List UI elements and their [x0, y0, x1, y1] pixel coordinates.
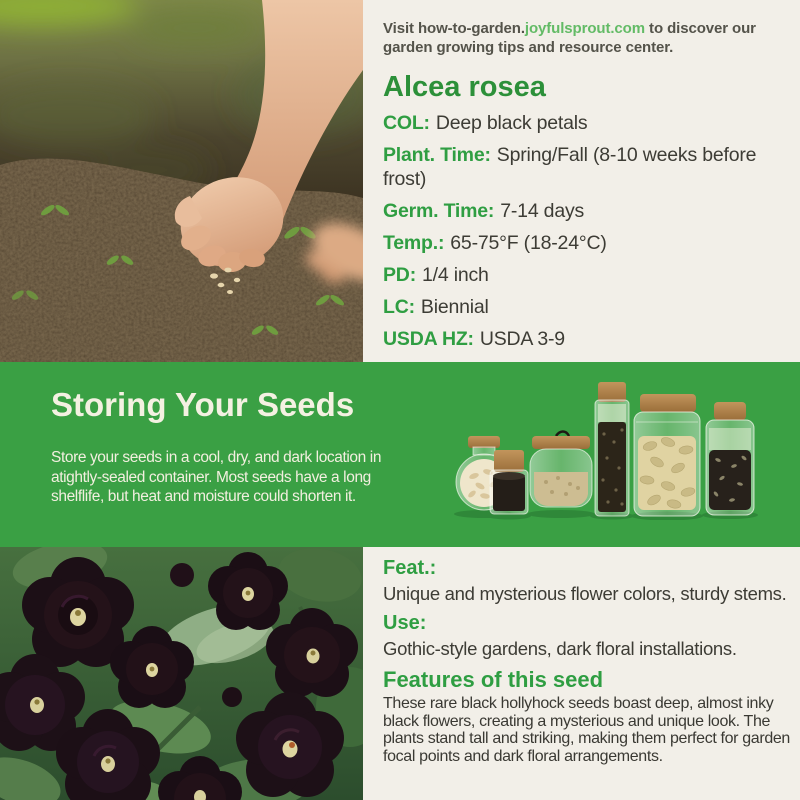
field-label: Temp.: [383, 232, 445, 254]
storing-seeds-band [0, 362, 800, 547]
seed-details-panel [383, 556, 797, 765]
visit-line [383, 20, 788, 57]
field-value: USDA 3-9 [479, 328, 565, 350]
jar-pumpkin-seeds [634, 394, 700, 516]
field-value: 1/4 inch [421, 264, 489, 286]
plant-title: Alcea rosea [383, 71, 546, 103]
field-plant-time [383, 143, 788, 191]
use-value: Gothic-style gardens, dark floral installations. [383, 638, 737, 659]
field-life-cycle [383, 295, 788, 319]
plant-info-panel [383, 20, 788, 359]
flowers-photo-illustration [0, 547, 363, 800]
field-label: PD: [383, 264, 416, 286]
field-label: COL: [383, 112, 430, 134]
field-value: 65-75°F (18-24°C) [450, 232, 607, 254]
field-value: Deep black petals [435, 112, 588, 134]
field-value: Spring/Fall (8-10 weeks before frost) [383, 144, 757, 190]
visit-suffix: to discover our garden growing tips and resource center. [383, 20, 756, 56]
use-label: Use: [383, 612, 427, 634]
seed-jars-photo [452, 380, 762, 525]
field-usda-zone [383, 327, 788, 351]
features-title: Features of this seed [383, 667, 604, 692]
jar-tan-seeds [530, 432, 592, 508]
jar-tall-dark-seeds [595, 382, 629, 516]
feat-value: Unique and mysterious flower colors, sturdy stems. [383, 583, 787, 604]
field-value: 7-14 days [500, 200, 585, 222]
field-germ-time [383, 199, 788, 223]
field-label: LC: [383, 296, 415, 318]
visit-prefix: Visit how-to-garden. [383, 20, 525, 37]
flower-bud [222, 687, 242, 707]
flowers-photo [0, 547, 363, 800]
sowing-photo [0, 0, 363, 362]
field-label: Germ. Time: [383, 200, 495, 222]
field-value: Biennial [420, 296, 489, 318]
plant-fields [383, 111, 788, 351]
feat-label: Feat.: [383, 557, 437, 579]
seed-jars-illustration [452, 380, 762, 520]
field-temperature [383, 231, 788, 255]
jar-sunflower-seeds [706, 402, 754, 515]
storing-body: Store your seeds in a cool, dry, and dark location in atightly-sealed container. Most seeds have a long shelflife, but heat and moisture could shorten it. [51, 449, 382, 505]
field-label: USDA HZ: [383, 328, 474, 350]
flower-bud [170, 563, 194, 587]
sowing-photo-illustration [0, 0, 363, 362]
field-planting-depth [383, 263, 788, 287]
field-color [383, 111, 788, 135]
website-link[interactable]: joyfulsprout.com [524, 20, 645, 37]
storing-title: Storing Your Seeds [51, 386, 355, 423]
features-body: These rare black hollyhock seeds boast deep, almost inky black flowers, creating a mysterious and unique look. The plants stand tall and striking, making them perfect for garden focal points and dark floral arrangements. [383, 695, 790, 765]
field-label: Plant. Time: [383, 144, 491, 166]
jar-dark-powder [490, 450, 528, 514]
